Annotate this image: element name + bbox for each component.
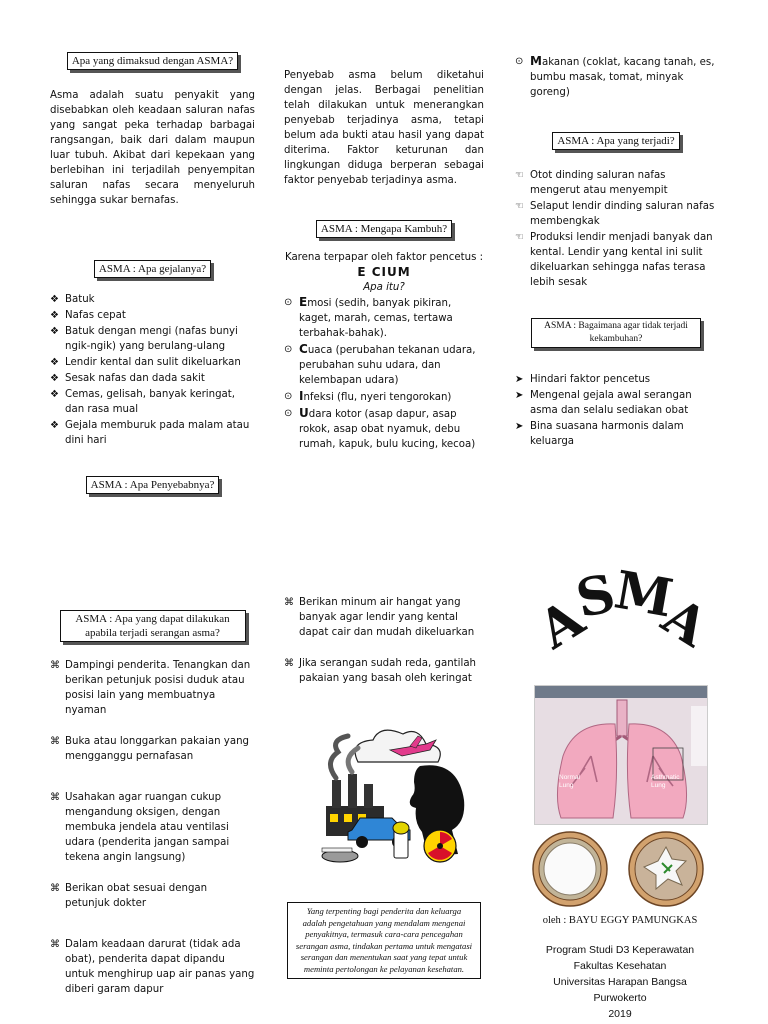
target-bullet-icon: ⊙ xyxy=(515,56,524,67)
list-item: ⌘ Dampingi penderita. Tenangkan dan berikan petunjuk posisi duduk atau posisi lain yang membuatnya nyaman xyxy=(50,660,251,716)
cover-title-letter: A xyxy=(527,587,595,662)
list-item: ☜ Otot dinding saluran nafas mengerut atau menyempit xyxy=(515,170,668,196)
diamond-bullet-icon: ❖ xyxy=(50,389,59,400)
list-item: ❖ Batuk xyxy=(50,294,95,305)
hand-pointer-icon: ☜ xyxy=(515,232,524,243)
list-item: ⊙ Cuaca (perubahan tekanan udara, perubahan suhu udara, dan kelembapan udara) xyxy=(284,342,476,386)
cross-bullet-icon: ⌘ xyxy=(284,658,294,669)
hand-pointer-icon: ☜ xyxy=(515,201,524,212)
target-bullet-icon: ⊙ xyxy=(284,297,293,308)
pertolongan-list xyxy=(50,658,255,997)
kambuh-intro: Karena terpapar oleh faktor pencetus : xyxy=(284,252,484,263)
list-item: ⌘ Berikan minum air hangat yang banyak agar lendir yang kental dapat cair dan mudah dikeluarkan xyxy=(284,597,475,638)
institution-line: 2019 xyxy=(608,1008,632,1020)
arrow-bullet-icon: ➤ xyxy=(515,421,524,432)
label-normal-lung: Normal Lung xyxy=(559,774,580,789)
institution-line: Fakultas Kesehatan xyxy=(573,960,667,972)
institution-line: Purwokerto xyxy=(593,992,647,1004)
arrow-bullet-icon: ➤ xyxy=(515,374,524,385)
panel-penyebab xyxy=(284,68,484,453)
list-item: ❖ Lendir kental dan sulit dikeluarkan xyxy=(50,357,241,368)
list-item: ☜ Selaput lendir dinding saluran nafas membengkak xyxy=(515,201,715,227)
diamond-bullet-icon: ❖ xyxy=(50,326,59,337)
pollution-illustration xyxy=(318,722,470,872)
panel-pertolongan xyxy=(50,610,255,998)
diamond-bullet-icon: ❖ xyxy=(50,310,59,321)
cross-bullet-icon: ⌘ xyxy=(50,736,60,747)
diamond-bullet-icon: ❖ xyxy=(50,420,59,431)
section-title-cegah: ASMA : Bagaimana agar tidak terjadi kekambuhan? xyxy=(531,318,701,348)
cegah-list xyxy=(515,372,717,449)
list-item: ☜ Produksi lendir menjadi banyak dan kental. Lendir yang kental ini sulit dikeluarkan sehingga nafas terasa lebih sesak xyxy=(515,232,713,288)
institution-line: Universitas Harapan Bangsa xyxy=(553,976,687,988)
airway-cross-section xyxy=(530,829,710,909)
institution-block xyxy=(515,942,725,1022)
panel-definisi xyxy=(50,52,255,494)
cross-bullet-icon: ⌘ xyxy=(50,792,60,803)
cover-title-letter: S xyxy=(571,562,621,631)
lanjutan-list xyxy=(284,595,484,686)
cover-panel xyxy=(515,559,725,1020)
list-item: ⌘ Dalam keadaan darurat (tidak ada obat), penderita dapat dipandu untuk menghirup uap air panas yang diberi garam dapur xyxy=(50,939,255,995)
list-item: ❖ Sesak nafas dan dada sakit xyxy=(50,373,205,384)
target-bullet-icon: ⊙ xyxy=(284,408,293,419)
target-bullet-icon: ⊙ xyxy=(284,344,293,355)
target-bullet-icon: ⊙ xyxy=(284,391,293,402)
apa-itu: Apa itu? xyxy=(363,282,405,293)
makanan-list xyxy=(515,54,717,100)
list-item: ➤ Mengenal gejala awal serangan asma dan selalu sediakan obat xyxy=(515,390,692,416)
lung-diagram xyxy=(534,685,708,825)
definition-text: Asma adalah suatu penyakit yang disebabkan oleh keadaan saluran nafas yang sangat peka terhadap barbagai rangsangan, baik dari dalam maupun luar tubuh. Akibat dari kepekaan yang berlebihan ini terjadilah penyempitan saluran nafas secara menyeluruh sehingga sukar bernafas. xyxy=(50,90,255,206)
panel-terjadi xyxy=(515,54,717,450)
list-item: ❖ Gejala memburuk pada malam atau dini hari xyxy=(50,420,250,446)
penyebab-text: Penyebab asma belum diketahui dengan jelas. Berbagai penelitian telah dilakukan untuk menerangkan penyebab terjadinya asma, tetapi belum ada bukti atau hasil yang dapat diterima. Faktor keturunan dan lingkungan diduga berperan sebagai faktor penyebab terjadinya asma. xyxy=(284,70,484,186)
lungs-image xyxy=(535,686,708,825)
section-title-kambuh: ASMA : Mengapa Kambuh? xyxy=(316,220,452,238)
list-item: ⌘ Buka atau longgarkan pakaian yang mengganggu pernafasan xyxy=(50,736,250,762)
panel-lanjutan xyxy=(284,595,484,687)
list-item: ❖ Cemas, gelisah, banyak keringat, dan rasa mual xyxy=(50,389,236,415)
list-item: ➤ Bina suasana harmonis dalam keluarga xyxy=(515,421,684,447)
institution-line: Program Studi D3 Keperawatan xyxy=(545,944,695,956)
section-title-pertolongan: ASMA : Apa yang dapat dilakukan apabila terjadi serangan asma? xyxy=(60,610,246,642)
list-item: ⌘ Usahakan agar ruangan cukup mengandung oksigen, dengan membuka jendela atau ventilasi udara (penderita jangan sampai tekena angin langsung) xyxy=(50,792,230,863)
section-title-gejala: ASMA : Apa gejalanya? xyxy=(94,260,211,278)
gejala-list xyxy=(50,292,255,448)
cover-title-letter: M xyxy=(610,559,678,630)
cover-title xyxy=(515,559,725,685)
arrow-bullet-icon: ➤ xyxy=(515,390,524,401)
list-item: ⊙ Udara kotor (asap dapur, asap rokok, asap obat nyamuk, debu rumah, kapuk, bulu kucing, kecoa) xyxy=(284,406,476,450)
pencetus-list xyxy=(284,295,484,452)
acronym-ecium: E CIUM xyxy=(357,265,411,279)
section-title-terjadi: ASMA : Apa yang terjadi? xyxy=(552,132,679,150)
diamond-bullet-icon: ❖ xyxy=(50,294,59,305)
section-title-definisi: Apa yang dimaksud dengan ASMA? xyxy=(67,52,238,70)
list-item: ➤ Hindari faktor pencetus xyxy=(515,374,651,385)
list-item: ⊙ Infeksi (flu, nyeri tengorokan) xyxy=(284,389,452,403)
hand-pointer-icon: ☜ xyxy=(515,170,524,181)
cross-bullet-icon: ⌘ xyxy=(50,883,60,894)
list-item: ⊙ Makanan (coklat, kacang tanah, es, bumbu masak, tomat, minyak goreng) xyxy=(515,54,715,98)
section-title-penyebab: ASMA : Apa Penyebabnya? xyxy=(86,476,220,494)
cross-bullet-icon: ⌘ xyxy=(50,660,60,671)
terjadi-list xyxy=(515,168,717,290)
diamond-bullet-icon: ❖ xyxy=(50,357,59,368)
list-item: ⌘ Jika serangan sudah reda, gantilah pakaian yang basah oleh keringat xyxy=(284,658,477,684)
list-item: ⌘ Berikan obat sesuai dengan petunjuk dokter xyxy=(50,883,208,909)
list-item: ❖ Nafas cepat xyxy=(50,310,126,321)
list-item: ⊙ Emosi (sedih, banyak pikiran, kaget, marah, cemas, tertawa terbahak-bahak). xyxy=(284,295,453,339)
label-asthmatic-lung: Asthmatic Lung xyxy=(651,774,680,789)
list-item: ❖ Batuk dengan mengi (nafas bunyi ngik-ngik) yang berulang-ulang xyxy=(50,326,238,352)
cross-bullet-icon: ⌘ xyxy=(50,939,60,950)
cross-bullet-icon: ⌘ xyxy=(284,597,294,608)
cover-title-letter: A xyxy=(651,585,719,660)
important-note: Yang terpenting bagi penderita dan keluarga adalah pengetahuan yang mendalam mengenai penyakitnya, termasuk cara-cara pencegahan serangan asma, tindakan pertama untuk mengatasi serangan dan menentukan saat yang tepat untuk meminta pertolongan ke pelayanan kesehatan. xyxy=(287,902,481,979)
diamond-bullet-icon: ❖ xyxy=(50,373,59,384)
author-line: oleh : BAYU EGGY PAMUNGKAS xyxy=(542,915,698,926)
